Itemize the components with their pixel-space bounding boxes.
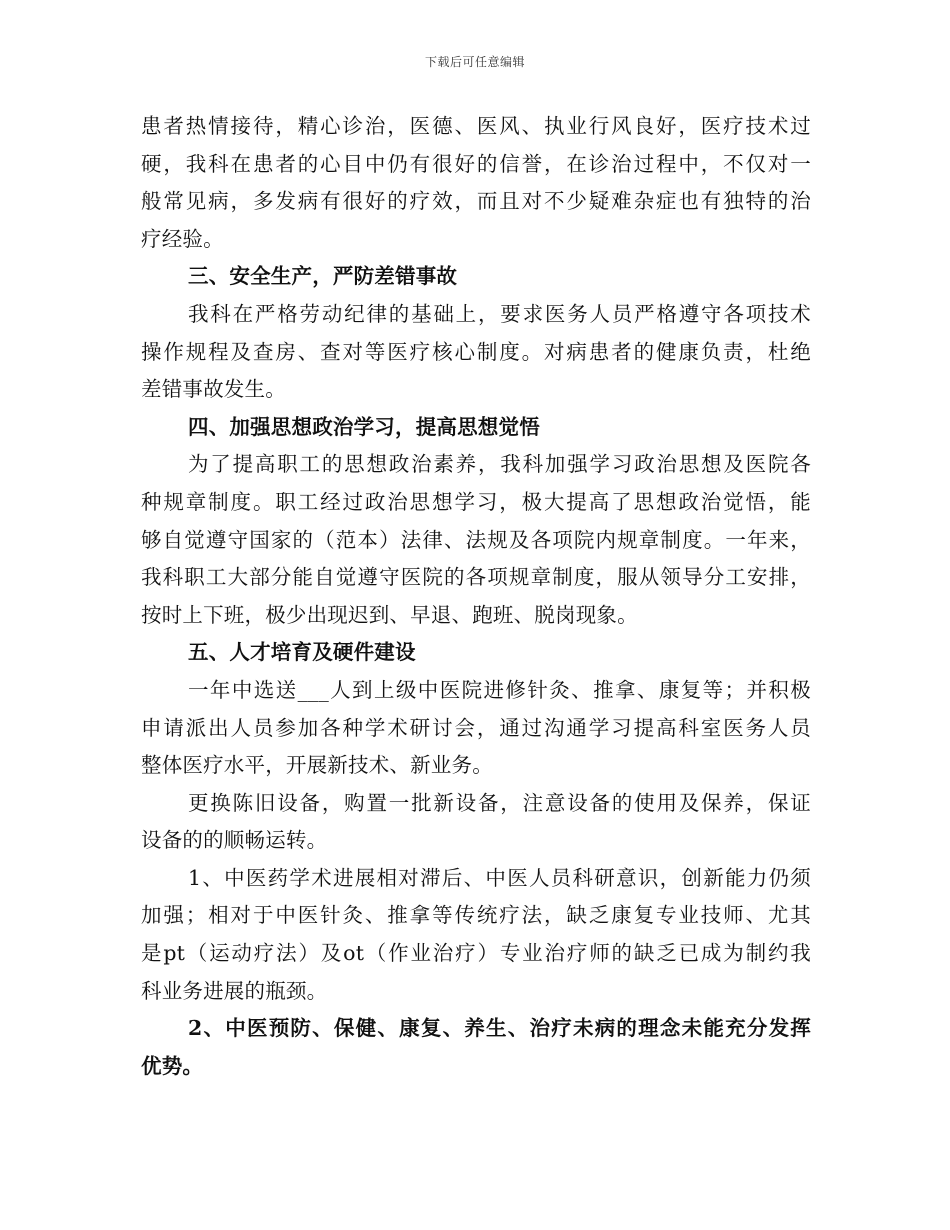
paragraph-line: 疗经验。 [141,226,224,251]
list-item-2-line: 2、中医预防、保健、康复、养生、治疗未病的理念未能充分发挥 [188,1016,811,1041]
paragraph-line: 为了提高职工的思想政治素养，我科加强学习政治思想及医院各 [188,452,811,477]
list-item-2-line: 优势。 [141,1053,204,1078]
paragraph-line: 操作规程及查房、查对等医疗核心制度。对病患者的健康负责，杜绝 [141,339,811,364]
paragraph-line: 按时上下班，极少出现迟到、早退、跑班、脱岗现象。 [141,602,638,627]
list-item-1-line: 加强；相对于中医针灸、推拿等传统疗法，缺乏康复专业技师、尤其 [141,903,811,928]
list-item-1-line: 1、中医药学术进展相对滞后、中医人员科研意识，创新能力仍须 [188,865,811,890]
document-body [141,108,811,1085]
paragraph-line: 我科在严格劳动纪律的基础上，要求医务人员严格遵守各项技术 [188,301,811,326]
list-item-1-line: 是pt（运动疗法）及ot（作业治疗）专业治疗师的缺乏已成为制约我 [141,941,811,966]
paragraph-line: 我科职工大部分能自觉遵守医院的各项规章制度，服从领导分工安排， [141,565,811,590]
paragraph-line: 硬，我科在患者的心目中仍有很好的信誉，在诊治过程中，不仅对一 [141,151,811,176]
section-heading-4: 四、加强思想政治学习，提高思想觉悟 [188,414,540,439]
paragraph-line: 更换陈旧设备，购置一批新设备，注意设备的使用及保养，保证 [188,790,811,815]
header-note: 下载后可任意编辑 [424,55,525,69]
paragraph-line: 整体医疗水平，开展新技术、新业务。 [141,753,493,778]
paragraph-line: 差错事故发生。 [141,377,286,402]
paragraph-line: 够自觉遵守国家的（范本）法律、法规及各项院内规章制度。一年来， [141,527,811,552]
list-item-1-line: 科业务进展的瓶颈。 [141,978,328,1003]
section-heading-5: 五、人才培育及硬件建设 [188,640,416,665]
paragraph-line: 种规章制度。职工经过政治思想学习，极大提高了思想政治觉悟，能 [141,489,811,514]
paragraph-line: 申请派出人员参加各种学术研讨会，通过沟通学习提高科室医务人员 [141,715,811,740]
paragraph-line: 设备的的顺畅运转。 [141,828,328,853]
paragraph-line: 患者热情接待，精心诊治，医德、医风、执业行风良好，医疗技术过 [141,114,811,138]
paragraph-line: 一年中选送___人到上级中医院进修针灸、推拿、康复等；并积极 [188,677,811,702]
paragraph-line: 般常见病，多发病有很好的疗效，而且对不少疑难杂症也有独特的治 [141,189,811,214]
section-heading-3: 三、安全生产，严防差错事故 [188,264,458,289]
